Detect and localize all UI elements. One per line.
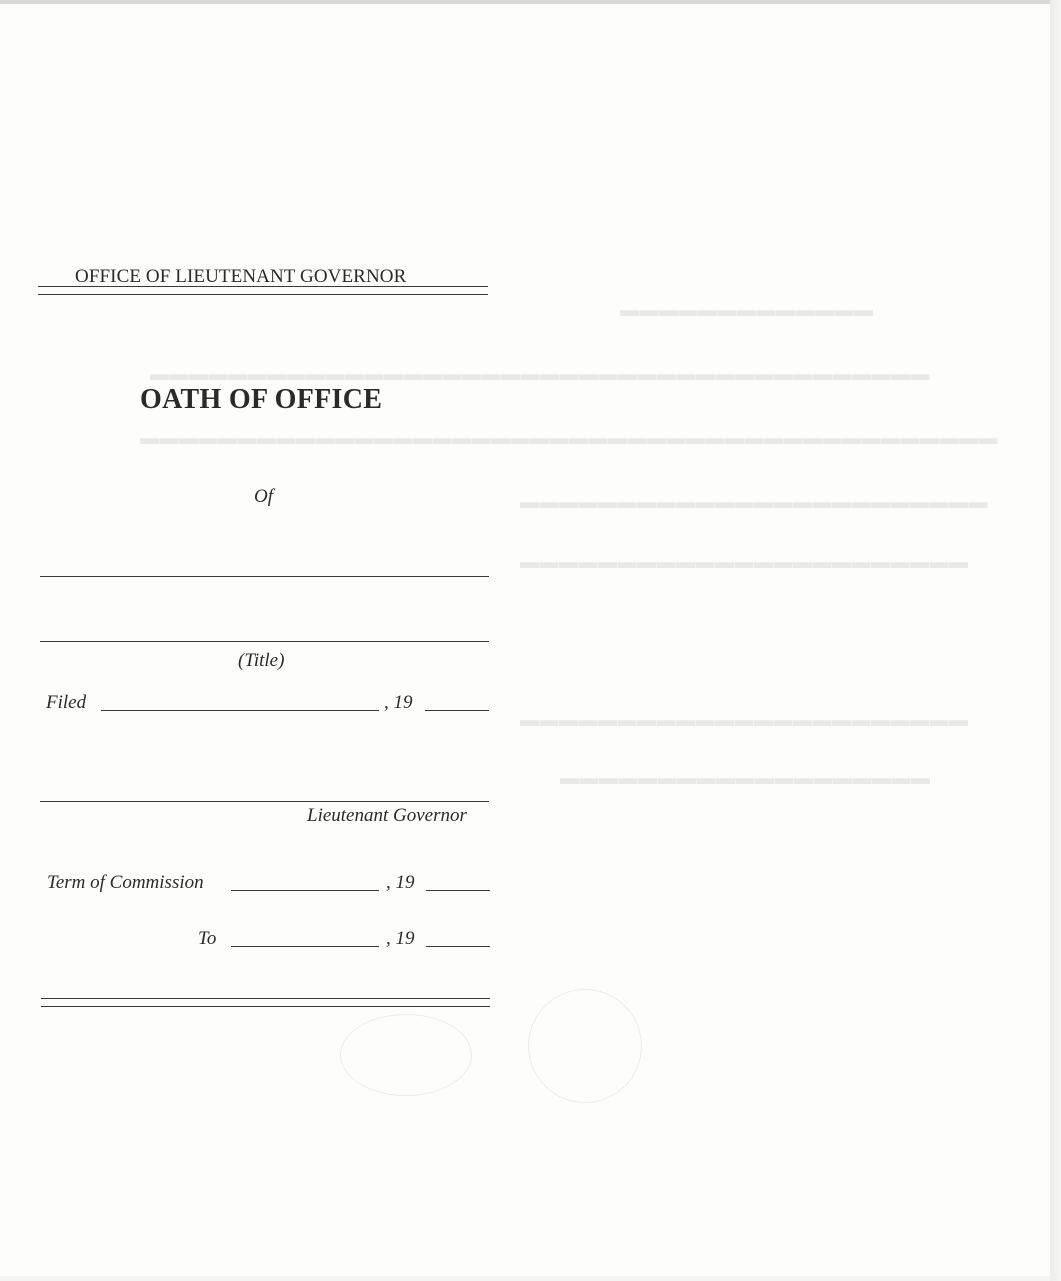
to-label: To bbox=[198, 928, 217, 949]
bleed-through-text: ▬▬▬▬▬▬▬▬▬▬▬▬▬▬▬▬▬▬▬▬▬▬▬▬ bbox=[520, 492, 988, 513]
document-title: OATH OF OFFICE bbox=[140, 384, 383, 415]
term-start-year-prefix: , 19 bbox=[386, 872, 415, 893]
filed-label: Filed bbox=[46, 692, 87, 713]
term-end-date-line[interactable] bbox=[231, 946, 379, 947]
header-rule-top bbox=[38, 286, 488, 287]
term-label: Term of Commission bbox=[47, 872, 204, 893]
filed-year-line[interactable] bbox=[425, 710, 489, 711]
title-line[interactable] bbox=[40, 641, 489, 642]
lt-governor-caption: Lieutenant Governor bbox=[307, 805, 467, 826]
office-header: OFFICE OF LIEUTENANT GOVERNOR bbox=[75, 266, 407, 287]
header-rule-bottom bbox=[38, 294, 488, 295]
bleed-through-stamp bbox=[340, 1014, 472, 1096]
filed-date-line[interactable] bbox=[101, 710, 379, 711]
bleed-through-text: ▬▬▬▬▬▬▬▬▬▬▬▬▬▬▬▬▬▬▬ bbox=[560, 768, 931, 789]
term-start-date-line[interactable] bbox=[231, 890, 379, 891]
term-end-year-prefix: , 19 bbox=[386, 928, 415, 949]
bleed-through-text: ▬▬▬▬▬▬▬▬▬▬▬▬▬▬▬▬▬▬▬▬▬▬▬ bbox=[520, 710, 969, 731]
bleed-through-text: ▬▬▬▬▬▬▬▬▬▬▬▬▬▬▬▬▬▬▬▬▬▬▬▬▬▬▬▬▬▬▬▬▬▬▬▬▬▬▬▬ bbox=[150, 364, 930, 385]
filed-year-prefix: , 19 bbox=[384, 692, 413, 713]
bleed-through-text: ▬▬▬▬▬▬▬▬▬▬▬▬▬▬▬▬▬▬▬▬▬▬▬▬▬▬▬▬▬▬▬▬▬▬▬▬▬▬▬▬▬▬▬▬ bbox=[140, 428, 998, 449]
bleed-through-text: ▬▬▬▬▬▬▬▬▬▬▬▬▬▬▬▬▬▬▬▬▬▬▬ bbox=[520, 552, 969, 573]
scan-edge-right bbox=[1050, 0, 1061, 1281]
signature-line[interactable] bbox=[40, 801, 489, 802]
name-line[interactable] bbox=[40, 576, 489, 577]
of-label: Of bbox=[254, 486, 273, 507]
document-page bbox=[0, 4, 1051, 1276]
bleed-through-text: ▬▬▬▬▬▬▬▬▬▬▬▬▬ bbox=[620, 300, 874, 321]
term-start-year-line[interactable] bbox=[426, 890, 490, 891]
term-end-year-line[interactable] bbox=[426, 946, 490, 947]
bleed-through-seal bbox=[528, 989, 642, 1103]
closing-rule-bottom bbox=[41, 1006, 490, 1007]
title-caption: (Title) bbox=[238, 650, 285, 671]
closing-rule-top bbox=[41, 998, 490, 999]
